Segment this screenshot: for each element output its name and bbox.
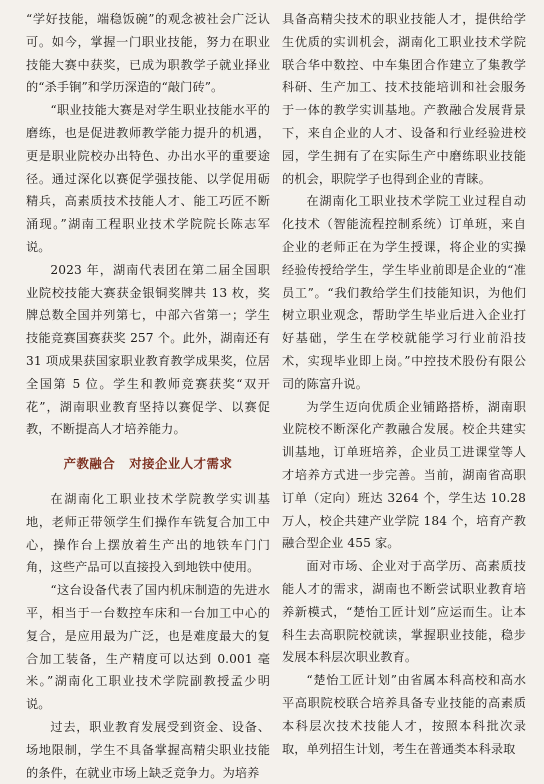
paragraph: 过去，职业教育发展受到资金、设备、场地限制，学生不具备掌握高精尖职业技能的条件，在就业市场上缺乏竞争力。为培养 (26, 719, 270, 780)
paragraph: 在湖南化工职业技术学院教学实训基地，老师正带领学生们操作车铣复合加工中心，操作台上摆放着生产出的地铁车门门角，这些产品可以直接投入到地铁中使用。 (26, 491, 270, 575)
paragraph: “这台设备代表了国内机床制造的先进水平，相当于一台数控车床和一台加工中心的复合，是应用最为广泛，也是难度最大的复合加工装备，生产精度可以达到 0.001 毫米。”湖南化工职业技术学院副教授孟少明说。 (26, 583, 270, 712)
right-column (282, 8, 526, 756)
left-column (26, 8, 270, 780)
section-heading-part-a: 产教融合 (63, 456, 116, 472)
paragraph: “职业技能大赛是对学生职业技能水平的磨练，也是促进教师教学能力提升的机遇，更是职业院校办出特色、办出水平的重要途径。通过深化以赛促学强技能、以学促用砺精兵，高素质技术技能人才、能工巧匠不断涌现。”湖南工程职业技术学院院长陈志军说。 (26, 103, 270, 254)
section-heading (26, 453, 270, 476)
paragraph: 为学生迈向优质企业铺路搭桥，湖南职业院校不断深化产教融合发展。校企共建实训基地，订单班培养，企业员工进课堂等人才培养方式进一步完善。当前，湖南省高职订单（定向）班达 3264 个，学生达 10.28 万人，校企共建产业学院 184 个，培育产教融合型企业 455 家。 (282, 399, 526, 551)
section-heading-part-b: 对接企业人才需求 (129, 456, 233, 472)
paragraph: 2023 年，湖南代表团在第二届全国职业院校技能大赛获金银铜奖牌共 13 枚，奖牌总数全国并列第七，中部六省第一；学生技能竞赛国赛获奖 257 个。此外，湖南还有 31 项成果获国家职业教育教学成果奖，位居全国第 5 位。学生和教师竞赛获奖“双开花”，湖南职业教育坚持以赛促学、以赛促教，不断提高人才培养能力。 (26, 262, 270, 437)
paragraph: 具备高精尖技术的职业技能人才，提供给学生优质的实训机会，湖南化工职业技术学院联合华中数控、中车集团合作建立了集教学科研、生产加工、技术技能培训和社会服务于一体的教学实训基地。产教融合发展背景下，来自企业的人才、设备和行业经验进校园，学生拥有了在实际生产中磨练职业技能的机会，职院学子也得到企业的青睐。 (282, 12, 526, 186)
paragraph: “楚怡工匠计划”由省属本科高校和高水平高职院校联合培养具备专业技能的高素质本科层次技术技能人才，按照本科批次录取，单列招生计划，考生在普通类本科录取 (282, 673, 526, 756)
paragraph: 面对市场、企业对于高学历、高素质技能人才的需求，湖南也不断尝试职业教育培养新模式，“楚怡工匠计划”应运而生。让本科生去高职院校就读，掌握职业技能，稳步发展本科层次职业教育。 (282, 559, 526, 665)
paragraph: 在湖南化工职业技术学院工业过程自动化技术（智能流程控制系统）订单班，来自企业的老师正在为学生授课，将企业的实操经验传授给学生，学生毕业前即是企业的“准员工”。“我们教给学生们技能知识，为他们树立职业观念，帮助学生毕业后进入企业打好基础，学生在学校就能学习行业前沿技术，实现毕业即上岗。”中控技术股份有限公司的陈富升说。 (282, 194, 526, 391)
paragraph: “学好技能，端稳饭碗”的观念被社会广泛认可。如今，掌握一门职业技能，努力在职业技能大赛中获奖，已成为职教学子就业择业的“杀手锏”和学历深造的“敲门砖”。 (26, 12, 270, 95)
